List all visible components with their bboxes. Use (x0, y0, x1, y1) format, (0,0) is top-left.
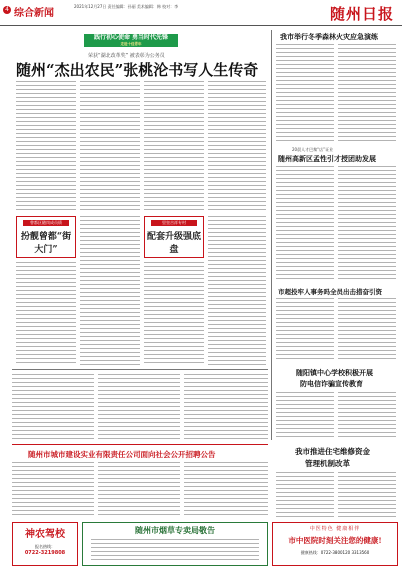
driving-school-line-2: 0722-3219808 (24, 550, 66, 556)
masthead (0, 0, 402, 26)
lower-text-c (184, 374, 268, 440)
recruit-headline: 随州市城市建设实业有限责任公司面向社会公开招聘公告 (28, 450, 216, 459)
left-feature-head: 扮靓曾都“街大门” (20, 232, 72, 255)
right-top-text-b (338, 44, 396, 144)
lead-banner-text: 践行初心使命 勇当时代先锋 (93, 34, 169, 41)
column-divider (271, 30, 272, 440)
newspaper-logo: 随州日报 (329, 5, 394, 23)
hospital-ad-main: 市中医院时刻关注您的健康! (288, 536, 382, 545)
right-mid-headline: 市超投牢人事务吗全员出击措奋引资 (278, 288, 382, 296)
mid-feature-text-a (144, 262, 204, 366)
left-feature-text-a (16, 262, 76, 366)
lead-text-col3 (144, 81, 204, 211)
tobacco-ad-text (91, 539, 259, 563)
right-low-headline-2: 防电信诈骗宣传教育 (300, 379, 363, 388)
right-top-text-c (276, 166, 334, 282)
hospital-ad-phone: 健康热线：0722-3800120 3313560 (300, 550, 370, 555)
left-feature-tag: 曾都区随岗成员绩 (23, 220, 69, 226)
lead-kicker: 荣获“湖北改革奖” 被表彰为公务员 (88, 53, 165, 59)
section-title: 综合新闻 (14, 8, 54, 19)
right-low-headline-1: 随阳镇中心学校积极开展 (296, 368, 373, 377)
horizontal-divider (12, 369, 268, 370)
lead-text-col2 (80, 81, 140, 211)
right-kicker: 20晨人才巴黎“店”证业 (292, 147, 334, 152)
tobacco-ad (82, 522, 268, 566)
lead-headline: 随州“杰出农民”张桃沦书写人生传奇 (16, 61, 259, 79)
driving-school-line-1: 报名热线： (35, 544, 55, 549)
right-top-text-a (276, 44, 334, 144)
recruit-text-b (98, 462, 180, 517)
lead-banner-sub: 走进十佳青年 (120, 42, 142, 46)
right-top-title: 我市举行冬季森林火灾应急演练 (280, 32, 378, 41)
lead-text-col1 (16, 81, 76, 211)
right-low-text-b (338, 392, 396, 440)
issue-meta: 2021年12月27日 责任编辑：孙丽 美术编辑：韩 校对：李 (74, 4, 179, 9)
right-low-text-a (276, 392, 334, 440)
mid-feature-box (144, 216, 204, 258)
mid-feature-text-b (208, 216, 266, 366)
recruit-text-a (12, 462, 94, 517)
driving-school-ad (12, 522, 78, 566)
right-bottom-headline-1: 我市推进住宅维修资金 (295, 447, 370, 456)
right-bottom-text-b (338, 472, 396, 518)
right-bottom-headline-2: 管理机制改革 (305, 459, 350, 468)
recruit-divider (12, 444, 268, 445)
lead-banner (84, 34, 178, 47)
tobacco-ad-title: 随州市烟草专卖局敬告 (135, 525, 215, 535)
mid-feature-tag: 里皇吉祥专村 (151, 220, 197, 226)
hospital-ad-slogan: 中医特色 健康相伴 (309, 526, 361, 532)
right-bottom-text-a (276, 472, 334, 518)
right-top-text-d (338, 166, 396, 282)
right-mid-text-b (338, 298, 396, 362)
lower-text-a (12, 374, 94, 440)
right-top-headline: 随州高新区孟性引才授团助发展 (278, 154, 376, 163)
hospital-ad (272, 522, 398, 566)
recruit-text-c (184, 462, 268, 517)
lower-text-b (98, 374, 180, 440)
right-mid-text-a (276, 298, 334, 362)
driving-school-title: 神农驾校 (25, 529, 65, 540)
left-feature-box (16, 216, 76, 258)
mid-feature-head: 配套升级强底盘 (146, 232, 201, 255)
page-number: 4 (3, 6, 11, 14)
left-feature-text-b (80, 216, 140, 366)
lead-text-col4 (208, 81, 266, 211)
